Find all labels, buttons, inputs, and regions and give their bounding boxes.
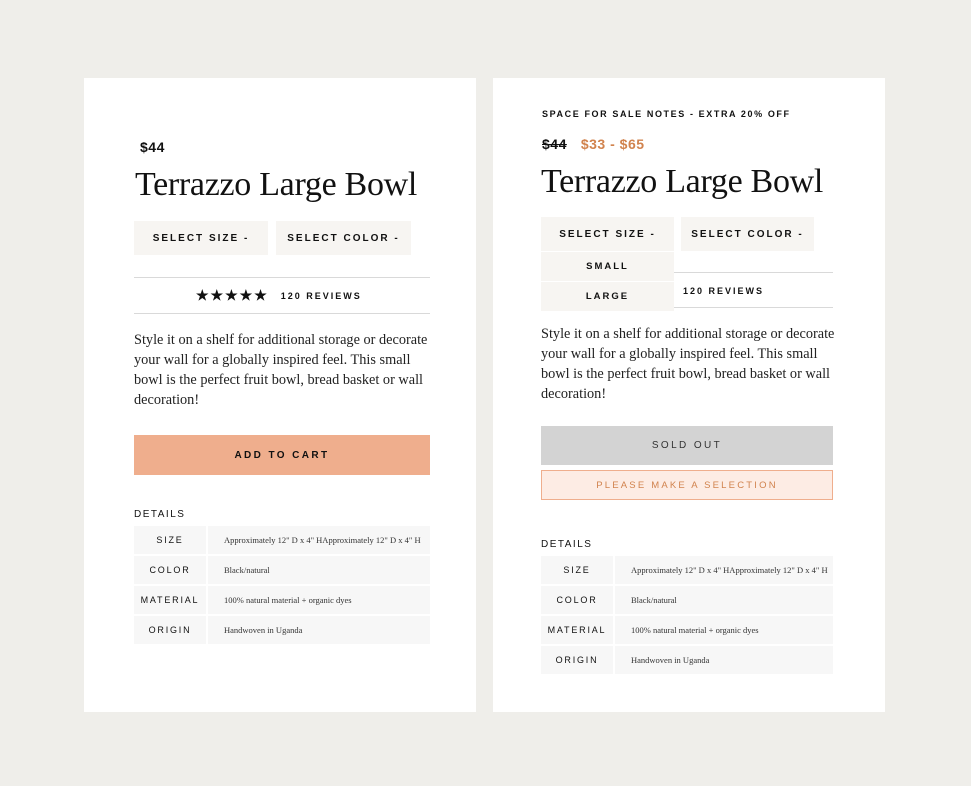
select-size-button[interactable]: SELECT SIZE - <box>541 217 674 251</box>
detail-value: Black/natural <box>208 556 430 584</box>
detail-value: Handwoven in Uganda <box>208 616 430 644</box>
product-card-default <box>84 78 476 712</box>
table-row <box>134 586 430 614</box>
sale-note: SPACE FOR SALE NOTES - EXTRA 20% OFF <box>542 109 791 119</box>
detail-value: 100% natural material + organic dyes <box>208 586 430 614</box>
add-to-cart-button[interactable]: ADD TO CART <box>134 435 430 475</box>
detail-key: COLOR <box>134 556 206 584</box>
reviews-summary[interactable] <box>196 287 362 304</box>
table-row <box>134 616 430 644</box>
star-rating-icon: ★★★★★ <box>196 287 269 303</box>
original-price: $44 <box>542 136 567 152</box>
table-row <box>541 646 833 674</box>
detail-value: Black/natural <box>615 586 833 614</box>
detail-key: SIZE <box>541 556 613 584</box>
select-color-button[interactable]: SELECT COLOR - <box>681 217 814 251</box>
size-option-large[interactable]: LARGE <box>541 282 674 311</box>
table-row <box>541 616 833 644</box>
select-size-button[interactable]: SELECT SIZE - <box>134 221 268 255</box>
table-row <box>134 556 430 584</box>
reviews-summary[interactable] <box>683 286 764 296</box>
table-row <box>541 556 833 584</box>
details-table <box>134 526 430 646</box>
detail-value: Approximately 12" D x 4" HApproximately 12" D x 4" H <box>208 526 430 554</box>
details-heading: DETAILS <box>541 539 593 550</box>
reviews-count: 120 REVIEWS <box>280 290 362 301</box>
details-heading: DETAILS <box>134 509 186 520</box>
sold-out-button[interactable]: SOLD OUT <box>541 426 833 465</box>
table-row <box>541 586 833 614</box>
divider <box>674 272 833 273</box>
product-title: Terrazzo Large Bowl <box>135 166 418 203</box>
detail-key: ORIGIN <box>134 616 206 644</box>
detail-value: Approximately 12" D x 4" HApproximately 12" D x 4" H <box>615 556 833 584</box>
product-description: Style it on a shelf for additional storage or decorate your wall for a globally inspired feel. This small bowl is the perfect fruit bowl, bread basket or wall decoration! <box>134 332 428 408</box>
detail-key: COLOR <box>541 586 613 614</box>
divider <box>674 307 833 308</box>
detail-key: MATERIAL <box>541 616 613 644</box>
selection-error-message: PLEASE MAKE A SELECTION <box>541 470 833 500</box>
detail-key: ORIGIN <box>541 646 613 674</box>
product-description: Style it on a shelf for additional storage or decorate your wall for a globally inspired feel. This small bowl is the perfect fruit bowl, bread basket or wall decoration! <box>541 326 835 402</box>
divider <box>134 277 430 278</box>
size-option-small[interactable]: SMALL <box>541 252 674 281</box>
product-title: Terrazzo Large Bowl <box>541 163 824 200</box>
detail-key: MATERIAL <box>134 586 206 614</box>
product-price: $44 <box>140 139 165 155</box>
table-row <box>134 526 430 554</box>
select-color-button[interactable]: SELECT COLOR - <box>276 221 411 255</box>
price-block <box>542 136 645 152</box>
detail-key: SIZE <box>134 526 206 554</box>
details-table <box>541 556 833 676</box>
product-card-sale <box>493 78 885 712</box>
divider <box>134 313 430 314</box>
detail-value: 100% natural material + organic dyes <box>615 616 833 644</box>
reviews-count: 120 REVIEWS <box>683 286 765 296</box>
sale-price: $33 - $65 <box>580 136 645 152</box>
detail-value: Handwoven in Uganda <box>615 646 833 674</box>
